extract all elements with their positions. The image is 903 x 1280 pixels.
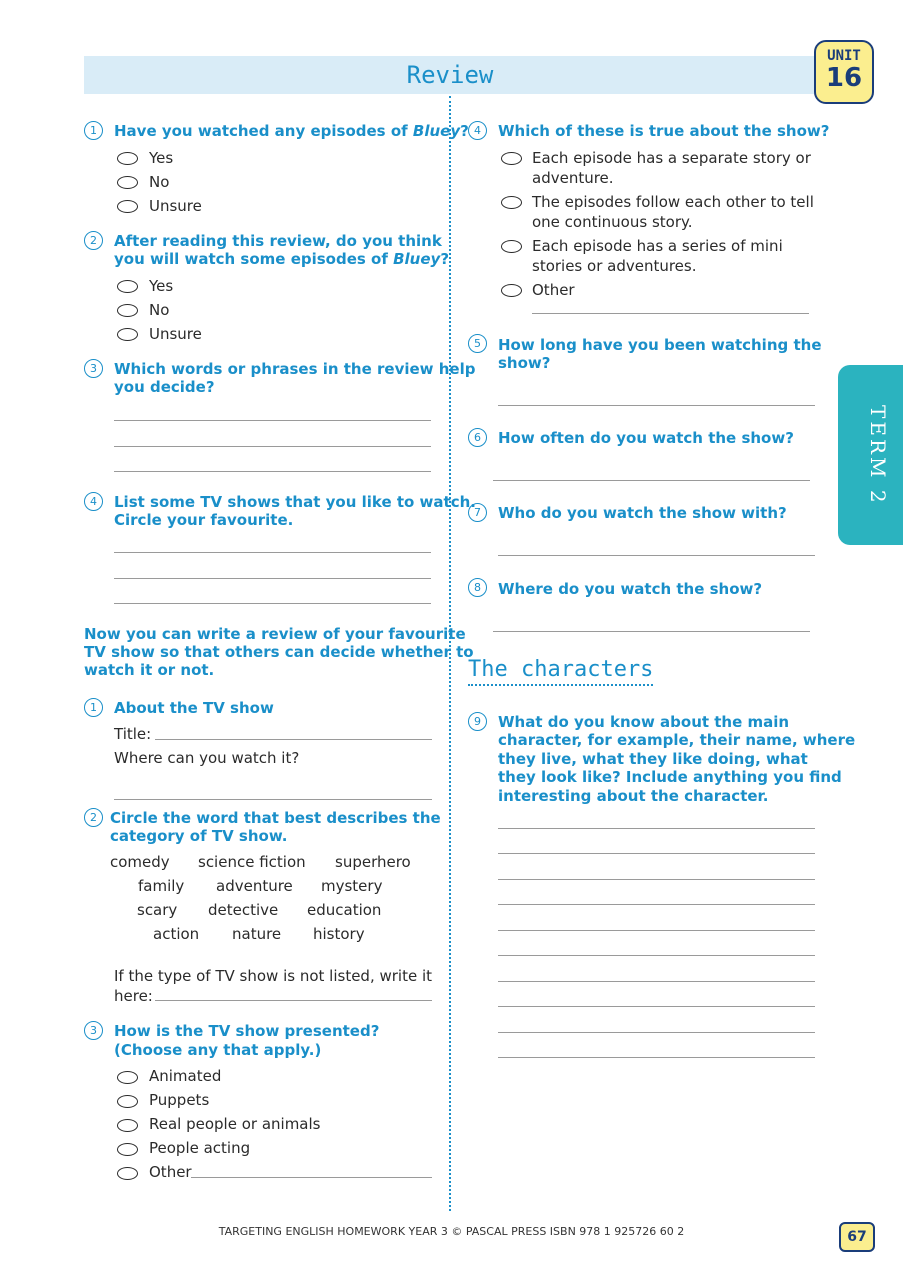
radio-q1-unsure[interactable] — [117, 200, 138, 213]
category-word[interactable]: science fiction — [198, 853, 306, 871]
presented-question-line1: How is the TV show presented? — [114, 1022, 380, 1040]
question-7-text: Who do you watch the show with? — [498, 504, 787, 522]
question-8-text: Where do you watch the show? — [498, 580, 763, 598]
radio-q1-no[interactable] — [117, 176, 138, 189]
radio-q2-unsure[interactable] — [117, 328, 138, 341]
option-label: Each episode has a separate story or — [532, 149, 811, 167]
question-number: 5 — [468, 334, 487, 353]
option-label: Unsure — [149, 197, 202, 215]
radio-animated[interactable] — [117, 1071, 138, 1084]
question-number: 4 — [84, 492, 103, 511]
page-title: Review — [406, 61, 494, 89]
option-label: Unsure — [149, 325, 202, 343]
q1-text-start: Have you watched any episodes of — [114, 122, 413, 140]
category-word[interactable]: nature — [232, 925, 282, 943]
option-label: Each episode has a series of mini — [532, 237, 783, 255]
answer-line[interactable] — [498, 955, 815, 956]
question-2-line1: After reading this review, do you think — [114, 232, 442, 250]
category-word[interactable]: superhero — [335, 853, 411, 871]
unit-number: 16 — [825, 63, 863, 93]
answer-line[interactable] — [498, 853, 815, 854]
question-4-line2: Circle your favourite. — [114, 511, 294, 529]
question-number: 2 — [84, 808, 103, 827]
option-label: Yes — [149, 277, 174, 295]
option-label: Puppets — [149, 1091, 210, 1109]
question-4r-text: Which of these is true about the show? — [498, 122, 830, 140]
question-3-line2: you decide? — [114, 378, 215, 396]
option-label: People acting — [149, 1139, 251, 1157]
not-listed-line1: If the type of TV show is not listed, write it — [114, 967, 433, 985]
question-6-text: How often do you watch the show? — [498, 429, 794, 447]
category-word[interactable]: education — [307, 901, 382, 919]
option-label-cont: stories or adventures. — [532, 257, 697, 275]
answer-line[interactable] — [498, 1006, 815, 1007]
about-show-heading: About the TV show — [114, 699, 274, 717]
answer-line[interactable] — [498, 981, 815, 982]
question-5-line1: How long have you been watching the — [498, 336, 822, 354]
answer-line[interactable] — [498, 405, 815, 406]
unit-label: UNIT — [827, 48, 861, 64]
question-number: 3 — [84, 1021, 103, 1040]
option-label: Animated — [149, 1067, 222, 1085]
radio-separate-story[interactable] — [501, 152, 522, 165]
option-label: Yes — [149, 149, 174, 167]
q1-text-end: ? — [460, 122, 469, 140]
title-label: Title: — [114, 725, 152, 743]
category-word[interactable]: history — [313, 925, 365, 943]
category-question-line1: Circle the word that best describes the — [110, 809, 441, 827]
answer-line[interactable] — [498, 879, 815, 880]
other-answer-line[interactable] — [191, 1177, 432, 1178]
answer-line[interactable] — [498, 930, 815, 931]
category-word[interactable]: scary — [137, 901, 178, 919]
intro-line1: Now you can write a review of your favourite — [84, 625, 466, 643]
category-word[interactable]: mystery — [321, 877, 383, 895]
radio-q2-yes[interactable] — [117, 280, 138, 293]
question-1-text — [114, 122, 469, 140]
question-number: 8 — [468, 578, 487, 597]
option-label: Real people or animals — [149, 1115, 321, 1133]
answer-line[interactable] — [114, 552, 431, 553]
category-question-line2: category of TV show. — [110, 827, 288, 845]
radio-real-people[interactable] — [117, 1119, 138, 1132]
category-word[interactable]: adventure — [216, 877, 293, 895]
question-number: 2 — [84, 231, 103, 250]
answer-line[interactable] — [114, 471, 431, 472]
radio-mini-stories[interactable] — [501, 240, 522, 253]
page-number: 67 — [839, 1222, 875, 1252]
title-answer-line[interactable] — [155, 739, 432, 740]
category-word[interactable]: family — [138, 877, 185, 895]
footer-text: TARGETING ENGLISH HOMEWORK YEAR 3 © PASCAL PRESS ISBN 978 1 925726 60 2 — [218, 1225, 685, 1238]
question-9-line1: What do you know about the main — [498, 713, 790, 731]
option-label: No — [149, 301, 170, 319]
answer-line[interactable] — [498, 828, 815, 829]
unit-badge — [814, 40, 874, 104]
category-word[interactable]: comedy — [110, 853, 170, 871]
presented-question-line2: (Choose any that apply.) — [114, 1041, 322, 1059]
radio-puppets[interactable] — [117, 1095, 138, 1108]
q2-text-start: you will watch some episodes of — [114, 250, 394, 268]
question-2-line2 — [114, 250, 449, 268]
radio-other[interactable] — [117, 1167, 138, 1180]
characters-heading: The characters — [468, 657, 653, 686]
question-9-line3: they live, what they like doing, what — [498, 750, 808, 768]
radio-q4r-other[interactable] — [501, 284, 522, 297]
where-answer-line[interactable] — [114, 799, 432, 800]
answer-line[interactable] — [114, 578, 431, 579]
answer-line[interactable] — [493, 480, 810, 481]
question-9-line2: character, for example, their name, where — [498, 731, 856, 749]
question-number: 9 — [468, 712, 487, 731]
question-number: 4 — [468, 121, 487, 140]
question-9-line4: they look like? Include anything you find — [498, 768, 842, 786]
question-number: 1 — [84, 121, 103, 140]
option-label: No — [149, 173, 170, 191]
other-answer-line[interactable] — [532, 313, 809, 314]
intro-line2: TV show so that others can decide whether to — [84, 643, 474, 661]
intro-line3: watch it or not. — [84, 661, 215, 679]
term-tab-label: TERM 2 — [866, 404, 890, 506]
radio-q1-yes[interactable] — [117, 152, 138, 165]
category-word[interactable]: detective — [208, 901, 279, 919]
answer-line[interactable] — [114, 446, 431, 447]
category-word[interactable]: action — [153, 925, 200, 943]
answer-line[interactable] — [493, 631, 810, 632]
answer-line[interactable] — [498, 1032, 815, 1033]
option-label: Other — [532, 281, 575, 299]
question-number: 3 — [84, 359, 103, 378]
not-listed-answer-line[interactable] — [155, 1000, 432, 1001]
question-3-line1: Which words or phrases in the review help — [114, 360, 476, 378]
question-number: 6 — [468, 428, 487, 447]
question-5-line2: show? — [498, 354, 551, 372]
option-label: Other — [149, 1163, 192, 1181]
q1-italic-title: Bluey — [412, 122, 461, 140]
where-watch-label: Where can you watch it? — [114, 749, 300, 767]
q2-italic-title: Bluey — [393, 250, 441, 268]
answer-line[interactable] — [498, 904, 815, 905]
answer-line[interactable] — [114, 603, 431, 604]
radio-people-acting[interactable] — [117, 1143, 138, 1156]
radio-continuous-story[interactable] — [501, 196, 522, 209]
term-tab — [838, 365, 903, 545]
question-number: 7 — [468, 503, 487, 522]
q2-text-end: ? — [440, 250, 450, 268]
question-9-line5: interesting about the character. — [498, 787, 769, 805]
answer-line[interactable] — [498, 1057, 815, 1058]
option-label-cont: adventure. — [532, 169, 614, 187]
answer-line[interactable] — [498, 555, 815, 556]
radio-q2-no[interactable] — [117, 304, 138, 317]
option-label: The episodes follow each other to tell — [532, 193, 814, 211]
question-4-line1: List some TV shows that you like to watch. — [114, 493, 476, 511]
option-label-cont: one continuous story. — [532, 213, 693, 231]
question-number: 1 — [84, 698, 103, 717]
answer-line[interactable] — [114, 420, 431, 421]
not-listed-line2: here: — [114, 987, 153, 1005]
